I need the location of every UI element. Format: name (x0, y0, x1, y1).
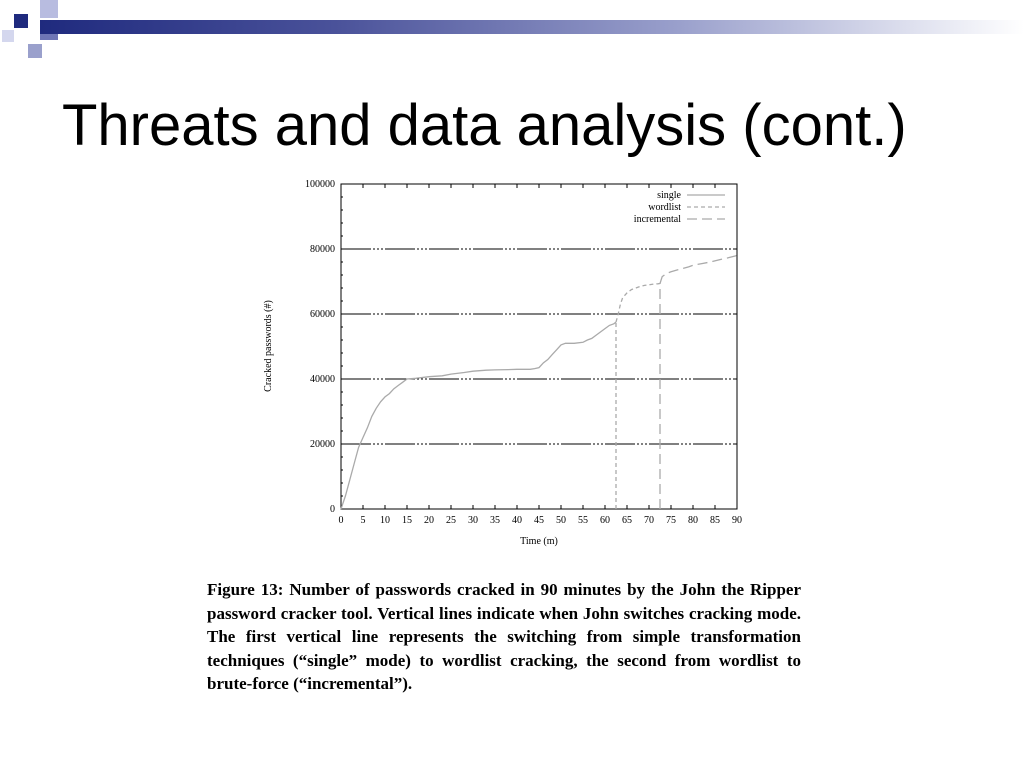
x-tick-label-15: 75 (666, 515, 676, 526)
x-tick-label-14: 70 (644, 515, 654, 526)
x-tick-label-3: 15 (402, 515, 412, 526)
x-tick-label-2: 10 (380, 515, 390, 526)
legend-label-single: single (657, 190, 681, 201)
y-tick-label-3: 60000 (310, 309, 335, 320)
x-tick-label-13: 65 (622, 515, 632, 526)
x-tick-label-9: 45 (534, 515, 544, 526)
x-tick-label-0: 0 (338, 515, 344, 526)
y-tick-label-5: 100000 (305, 179, 335, 190)
line-chart (255, 172, 755, 552)
x-tick-label-5: 25 (446, 515, 456, 526)
logo-square-pale (2, 30, 14, 42)
y-axis-label: Cracked passwords (#) (263, 300, 274, 392)
chart-legend (634, 190, 725, 225)
x-tick-label-6: 30 (468, 515, 478, 526)
x-tick-label-17: 85 (710, 515, 720, 526)
x-tick-label-12: 60 (600, 515, 610, 526)
slide-title: Threats and data analysis (cont.) (62, 93, 907, 158)
x-tick-label-8: 40 (512, 515, 522, 526)
x-axis-label: Time (m) (520, 536, 558, 547)
plot-frame (341, 184, 737, 509)
axis-ticks (305, 179, 742, 526)
x-tick-label-7: 35 (490, 515, 500, 526)
legend-label-wordlist: wordlist (648, 202, 681, 213)
legend-label-incremental: incremental (633, 214, 681, 225)
series-lines (341, 256, 737, 510)
series-line-incremental (660, 256, 737, 284)
y-tick-label-1: 20000 (310, 439, 335, 450)
series-line-wordlist (616, 284, 660, 323)
series-line-single (341, 322, 616, 509)
x-tick-label-18: 90 (732, 515, 742, 526)
header-gradient-bar (40, 20, 1024, 34)
y-tick-label-4: 80000 (310, 244, 335, 255)
y-tick-label-2: 40000 (310, 374, 335, 385)
x-tick-label-10: 50 (556, 515, 566, 526)
x-tick-label-11: 55 (578, 515, 588, 526)
logo-square-navy (14, 14, 28, 28)
logo-square-small (28, 44, 42, 58)
y-tick-label-0: 0 (330, 504, 335, 515)
x-tick-label-4: 20 (424, 515, 434, 526)
logo-square-light (40, 0, 58, 18)
mode-switch-lines (616, 283, 660, 509)
x-tick-label-16: 80 (688, 515, 698, 526)
grid-lines (341, 249, 737, 444)
x-tick-label-1: 5 (360, 515, 366, 526)
figure-caption: Figure 13: Number of passwords cracked in 90 minutes by the John the Ripper password cracker tool. Vertical lines indicate when John switches cracking mode. The first vertical line represents the switching from simple transformation techniques (“single” mode) to wordlist cracking, the second from wordlist to brute-force (“incremental”). (207, 580, 801, 693)
